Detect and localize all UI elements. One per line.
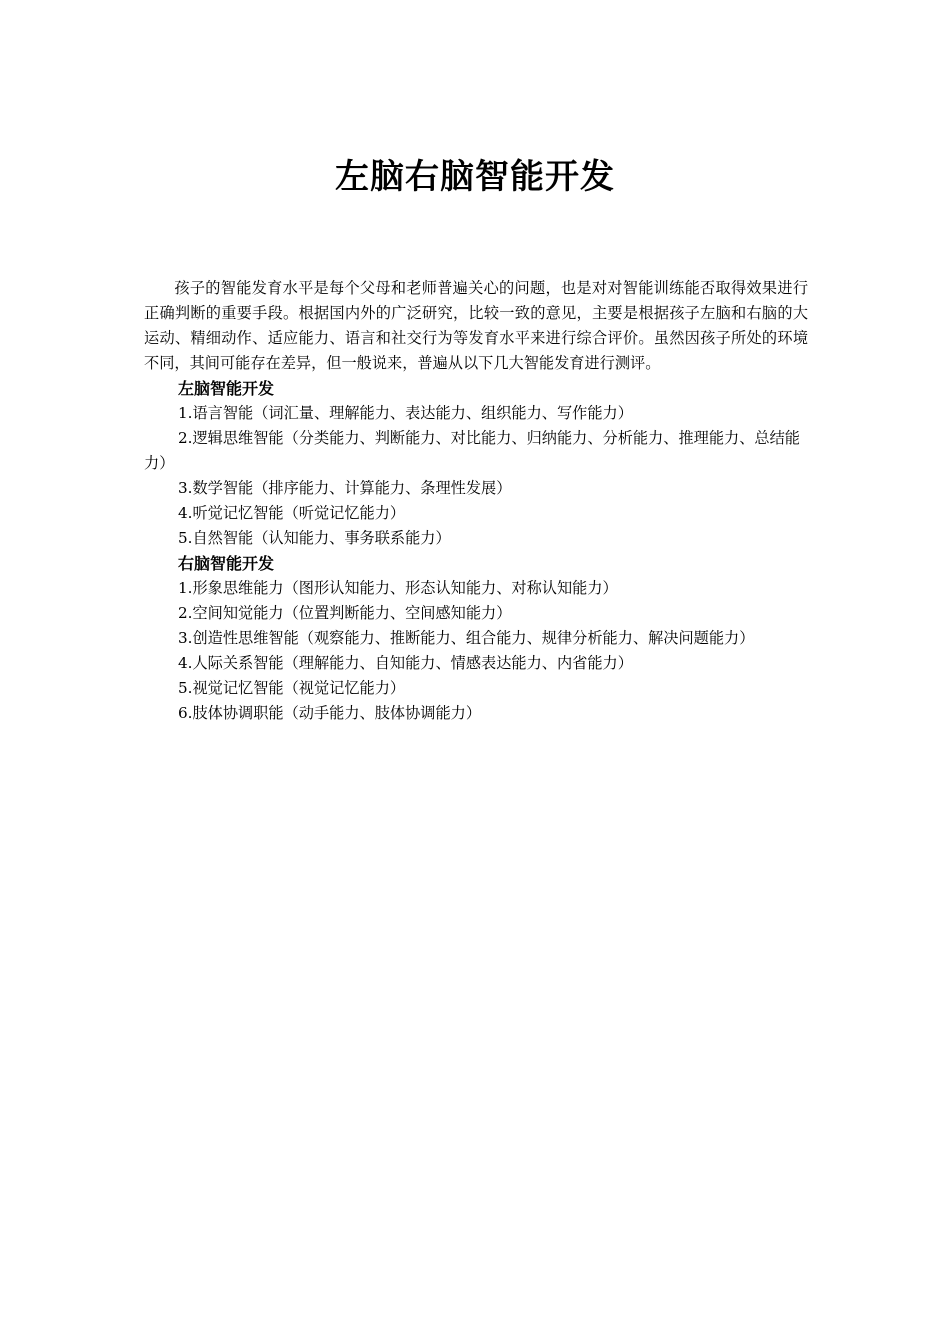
list-item: 2.空间知觉能力（位置判断能力、空间感知能力） [178,604,512,622]
list-item: 3.创造性思维智能（观察能力、推断能力、组合能力、规律分析能力、解决问题能力） [178,629,755,647]
document-body [144,276,808,726]
list-item: 2.逻辑思维智能（分类能力、判断能力、对比能力、归纳能力、分析能力、推理能力、总结能力） [144,429,800,472]
section-heading-right-brain: 右脑智能开发 [178,554,275,573]
list-item: 1.语言智能（词汇量、理解能力、表达能力、组织能力、写作能力） [178,404,633,422]
page-title: 左脑右脑智能开发 [335,157,615,197]
list-item: 4.听觉记忆智能（听觉记忆能力） [178,504,406,522]
left-brain-section [144,376,808,551]
right-brain-list [144,576,808,726]
list-item: 6.肢体协调职能（动手能力、肢体协调能力） [178,704,482,722]
intro-paragraph: 孩子的智能发育水平是每个父母和老师普遍关心的问题，也是对对智能训练能否取得效果进行正确判断的重要手段。根据国内外的广泛研究，比较一致的意见，主要是根据孩子左脑和右脑的大运动、精细动作、适应能力、语言和社交行为等发育水平来进行综合评价。虽然因孩子所处的环境不同，其间可能存在差异，但一般说来，普遍从以下几大智能发育进行测评。 [144,279,808,372]
list-item: 5.视觉记忆智能（视觉记忆能力） [178,679,406,697]
section-heading-left-brain: 左脑智能开发 [178,379,275,398]
list-item: 3.数学智能（排序能力、计算能力、条理性发展） [178,479,512,497]
right-brain-section [144,551,808,726]
list-item: 1.形象思维能力（图形认知能力、形态认知能力、对称认知能力） [178,579,618,597]
left-brain-list [144,401,808,551]
list-item: 4.人际关系智能（理解能力、自知能力、情感表达能力、内省能力） [178,654,633,672]
list-item: 5.自然智能（认知能力、事务联系能力） [178,529,451,547]
